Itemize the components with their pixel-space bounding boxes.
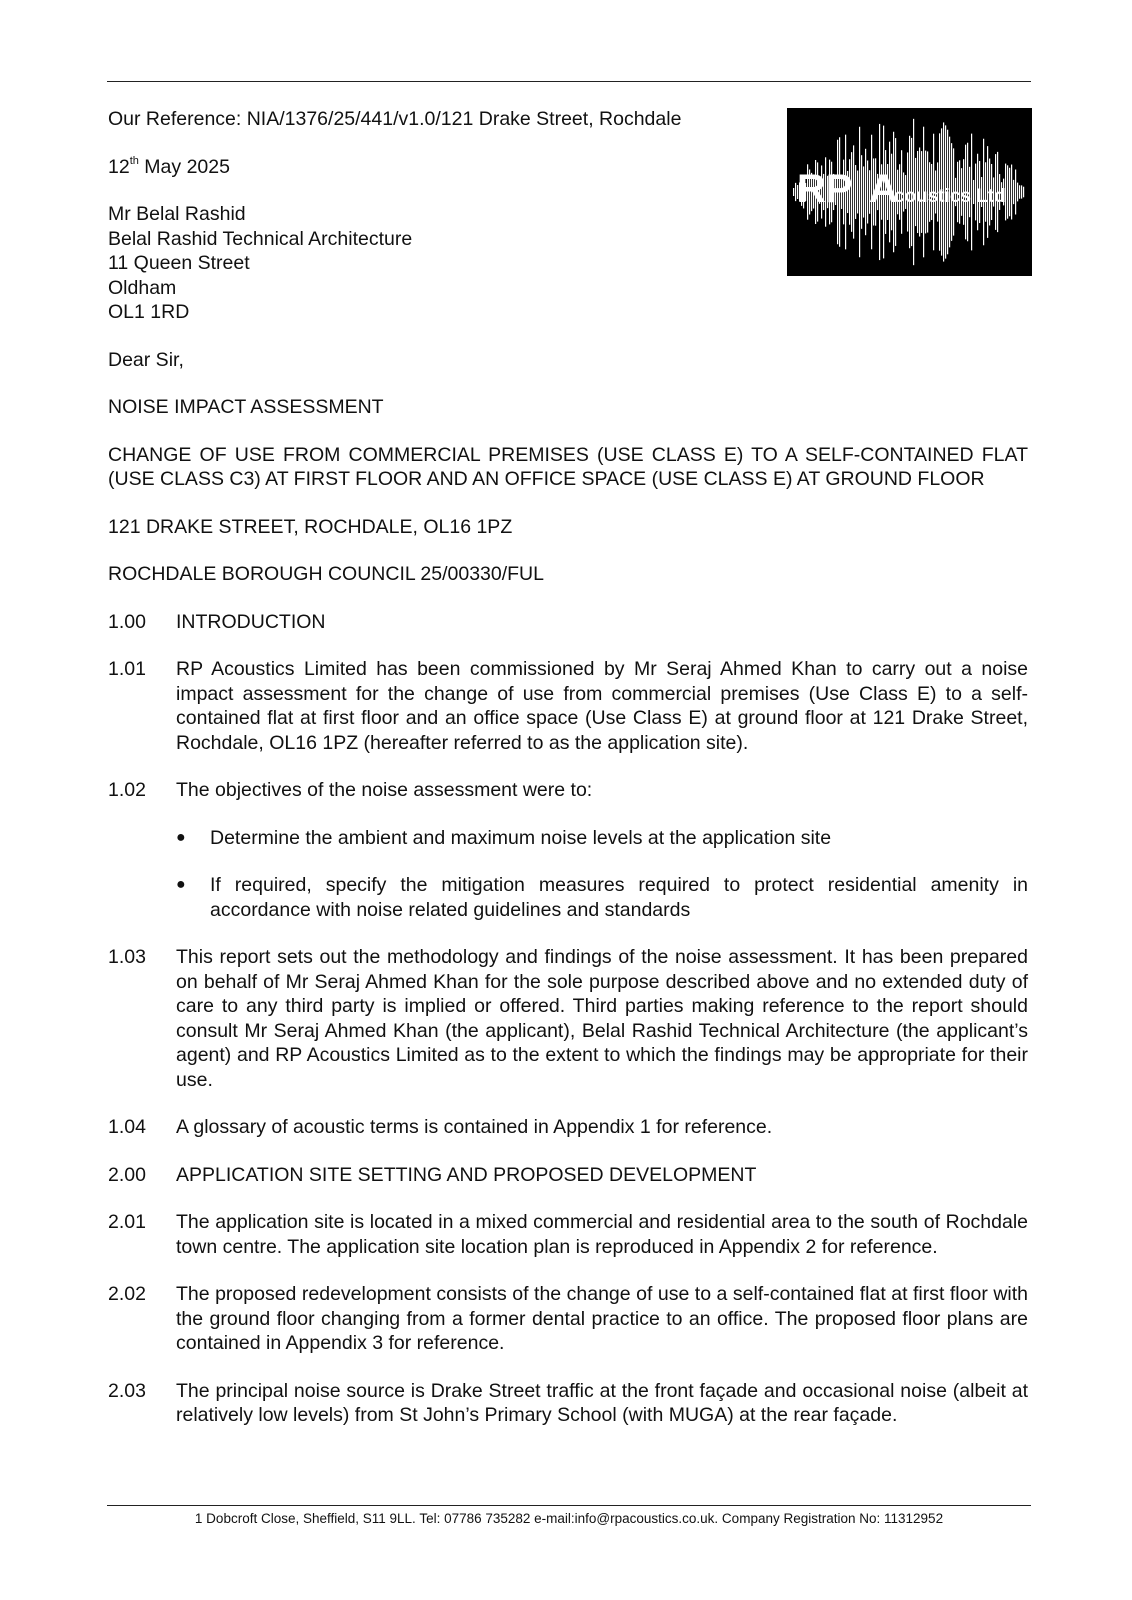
letter-heading: NOISE IMPACT ASSESSMENT: [108, 396, 384, 418]
letter-body: [108, 107, 1028, 1428]
bullet-icon: ●: [176, 876, 186, 893]
objectives-list: [176, 826, 1028, 923]
section-heading-2: [108, 1163, 1028, 1188]
paragraph-1-02: [108, 778, 1028, 803]
date-day: 12: [108, 155, 130, 178]
footer-divider: [107, 1505, 1031, 1506]
letter-date: [108, 155, 1028, 180]
bullet-icon: ●: [176, 828, 186, 846]
paragraph-text: The application site is located in a mixed commercial and residential area to the south of Rochdale town centre. The application site location plan is reproduced in Appendix 2 for reference.: [176, 1211, 1028, 1258]
date-suffix: th: [129, 155, 139, 167]
section-number: 2.00: [108, 1163, 146, 1186]
paragraph-number: 1.03: [108, 946, 146, 968]
paragraph-number: 1.02: [108, 779, 146, 801]
paragraph-2-01: [108, 1210, 1028, 1259]
recipient-company: Belal Rashid Technical Architecture: [108, 227, 413, 250]
logo-text-a: A: [869, 167, 898, 211]
recipient-street: 11 Queen Street: [108, 252, 250, 274]
section-number: 1.00: [108, 610, 146, 633]
section-heading-1: [108, 610, 1028, 635]
recipient-name: Mr Belal Rashid: [108, 203, 246, 225]
paragraph-number: 1.04: [108, 1116, 146, 1138]
letter-subject: CHANGE OF USE FROM COMMERCIAL PREMISES (USE CLASS E) TO A SELF-CONTAINED FLAT (USE CLASS C3) AT FIRST FLOOR AND AN OFFICE SPACE (USE CLASS E) AT GROUND FLOOR: [108, 443, 1028, 490]
salutation: Dear Sir,: [108, 348, 184, 371]
council-reference: ROCHDALE BOROUGH COUNCIL 25/00330/FUL: [108, 563, 544, 585]
paragraph-number: 2.01: [108, 1211, 146, 1233]
paragraph-2-03: [108, 1379, 1028, 1428]
our-reference: Our Reference: NIA/1376/25/441/v1.0/121 Drake Street, Rochdale: [108, 108, 682, 130]
paragraph-text: The principal noise source is Drake Street traffic at the front façade and occasional noise (albeit at relatively low levels) from St John’s Primary School (with MUGA) at the rear façade.: [176, 1379, 1028, 1426]
paragraph-number: 2.02: [108, 1283, 146, 1305]
paragraph-2-02: [108, 1282, 1028, 1356]
recipient-postcode: OL1 1RD: [108, 301, 190, 323]
paragraph-text: RP Acoustics Limited has been commissioned by Mr Seraj Ahmed Khan to carry out a noise impact assessment for the change of use from commercial premises (Use Class E) to a self-contained flat at first floor and an office space (Use Class E) at ground floor at 121 Drake Street, Rochdale, OL16 1PZ (hereafter referred to as the application site).: [176, 658, 1028, 754]
header-divider: [107, 81, 1031, 82]
paragraph-1-04: [108, 1115, 1028, 1140]
recipient-town: Oldham: [108, 276, 177, 299]
paragraph-text: The objectives of the noise assessment were to:: [176, 779, 593, 801]
list-item: ● If required, specify the mitigation measures required to protect residential amenity in accordance with noise related guidelines and standards: [176, 874, 1028, 921]
recipient-address: [108, 202, 1028, 325]
paragraph-1-03: [108, 945, 1028, 1092]
paragraph-number: 2.03: [108, 1379, 146, 1402]
footer-contact: 1 Dobcroft Close, Sheffield, S11 9LL. Tel: 07786 735282 e-mail:info@rpacoustics.co.uk. Company Registration No: 11312952: [194, 1511, 944, 1526]
site-address: 121 DRAKE STREET, ROCHDALE, OL16 1PZ: [108, 515, 513, 538]
date-month-year: May 2025: [138, 155, 230, 178]
list-item: ● Determine the ambient and maximum noise levels at the application site: [176, 826, 832, 849]
paragraph-text: A glossary of acoustic terms is contained in Appendix 1 for reference.: [176, 1116, 773, 1138]
paragraph-1-01: [108, 657, 1028, 755]
logo-text-rp: RP: [797, 167, 853, 211]
section-title: INTRODUCTION: [176, 610, 326, 633]
logo-text-rest: coustics Ltd: [894, 186, 1006, 207]
paragraph-text: This report sets out the methodology and findings of the noise assessment. It has been prepared on behalf of Mr Seraj Ahmed Khan for the sole purpose described above and no extended duty of care to any third party is implied or offered. Third parties making reference to the report should consult Mr Seraj Ahmed Khan (the applicant), Belal Rashid Technical Architecture (the applicant’s agent) and RP Acoustics Limited as to the extent to which the findings may be appropriate for their use.: [176, 946, 1028, 1091]
section-title: APPLICATION SITE SETTING AND PROPOSED DEVELOPMENT: [176, 1163, 757, 1186]
paragraph-text: The proposed redevelopment consists of the change of use to a self-contained flat at first floor with the ground floor changing from a former dental practice to an office. The proposed floor plans are contained in Appendix 3 for reference.: [176, 1283, 1028, 1354]
paragraph-number: 1.01: [108, 658, 146, 680]
